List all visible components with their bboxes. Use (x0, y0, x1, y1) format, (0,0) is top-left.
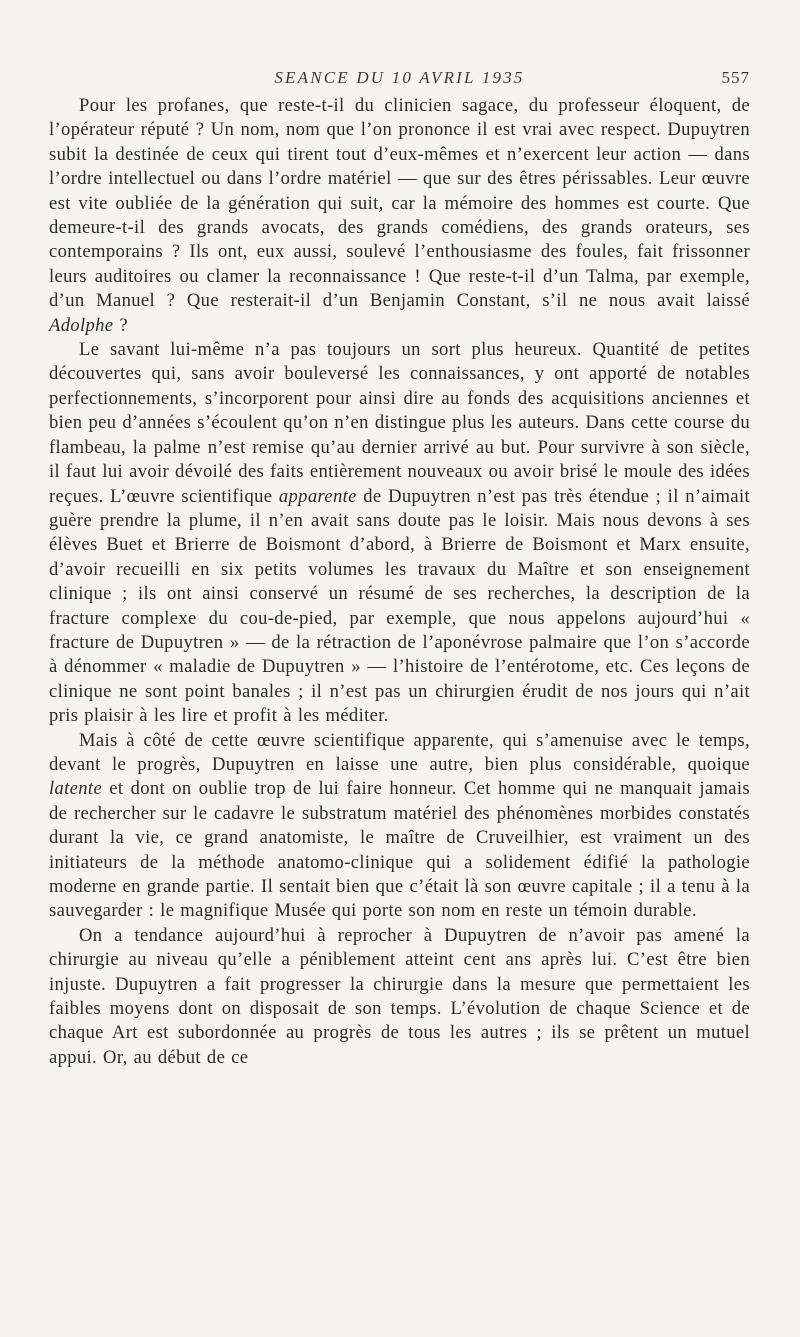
paragraph (49, 94, 750, 338)
paragraph (49, 729, 750, 924)
text-run: On a tendance aujourd’hui à reprocher à Dupuytren de n’avoir pas amené la chirurgie au niveau qu’elle a péniblement atteint cent ans après lui. C’est être bien injuste. Dupuytren a fait progresser la chirurgie dans la mesure que permettaient les faibles moyens dont on disposait de son temps. L’évolution de chaque Science et de chaque Art est subordonnée au progrès de tous les autres ; ils se prêtent un mutuel appui. Or, au début de ce (49, 924, 750, 1068)
text-run: et dont on oublie trop de lui faire honneur. Cet homme qui ne manquait jamais de rechercher sur le cadavre le substratum matériel des phénomènes morbides constatés durant la vie, ce grand anatomiste, le maître de Cruveilhier, est vraiment un des initiateurs de la méthode anatomo-clinique qui a solidement édifié la pathologie moderne en grande partie. Il sentait bien que c’était là son œuvre capitale ; il a tenu à la sauvegarder : le magnifique Musée qui porte son nom en reste un témoin durable. (49, 778, 750, 922)
text-run: de Dupuytren n’est pas très étendue ; il n’aimait guère prendre la plume, il n’en avait sans doute pas le loisir. Mais nous devons à ses élèves Buet et Brierre de Boismont d’abord, à Brierre de Boismont et Marx ensuite, d’avoir recueilli en six petits volumes les travaux du Maître et son enseignement clinique ; ils ont ainsi conservé un résumé de ses recherches, la description de la fracture complexe du cou-de-pied, par exemple, que nous appelons aujourd’hui « fracture de Dupuytren » — de la rétraction de l’aponévrose palmaire que l’on s’accorde à dénommer « maladie de Dupuytren » — l’histoire de l’entérotome, etc. Ces leçons de clinique ne sont point banales ; il n’est pas un chirurgien érudit de nos jours qui n’ait pris plaisir à les lire et profit à les méditer. (49, 485, 751, 727)
paragraph (49, 924, 750, 1070)
body-text (49, 94, 750, 1070)
text-run: ? (113, 314, 129, 336)
text-run: Le savant lui-même n’a pas toujours un sort plus heureux. Quantité de petites découvertes qui, sans avoir bouleversé les connaissances, y ont apporté de notables perfectionnements, s’incorporent pour ainsi dire au fonds des acquisitions anciennes et bien peu d’années s’écoulent qu’on n’en distingue plus les auteurs. Dans cette course du flambeau, la palme n’est remise qu’au dernier arrivé au but. Pour survivre à son siècle, il faut lui avoir dévoilé des faits entièrement nouveaux ou avoir brisé le moule des idées reçues. L’œuvre scientifique (49, 339, 750, 507)
italic-term: apparente (278, 485, 357, 507)
page-number: 557 (721, 68, 750, 87)
italic-term: latente (49, 778, 103, 800)
text-run: Pour les profanes, que reste-t-il du clinicien sagace, du professeur éloquent, de l’opérateur réputé ? Un nom, nom que l’on prononce il est vrai avec respect. Dupuytren subit la destinée de ceux qui tirent tout d’eux-mêmes et n’exercent leur action — dans l’ordre intellectuel ou dans l’ordre matériel — que sur des êtres périssables. Leur œuvre est vite oubliée de la génération qui suit, car la mémoire des hommes est courte. Que demeure-t-il des grands avocats, des grands comédiens, des grands orateurs, ses contemporains ? Ils ont, eux aussi, soulevé l’enthousiasme des foules, fait frissonner leurs auditoires ou clamer la reconnaissance ! Que reste-t-il d’un Talma, par exemple, d’un Manuel ? Que resterait-il d’un Benjamin Constant, s’il ne nous avait laissé (49, 95, 750, 312)
running-header (49, 66, 750, 94)
italic-title: Adolphe (49, 314, 114, 336)
paragraph (49, 338, 750, 729)
text-run: Mais à côté de cette œuvre scientifique apparente, qui s’amenuise avec le temps, devant le progrès, Dupuytren en laisse une autre, bien plus considérable, quoique (49, 729, 750, 775)
running-title: SEANCE DU 10 AVRIL 1935 (274, 68, 525, 87)
